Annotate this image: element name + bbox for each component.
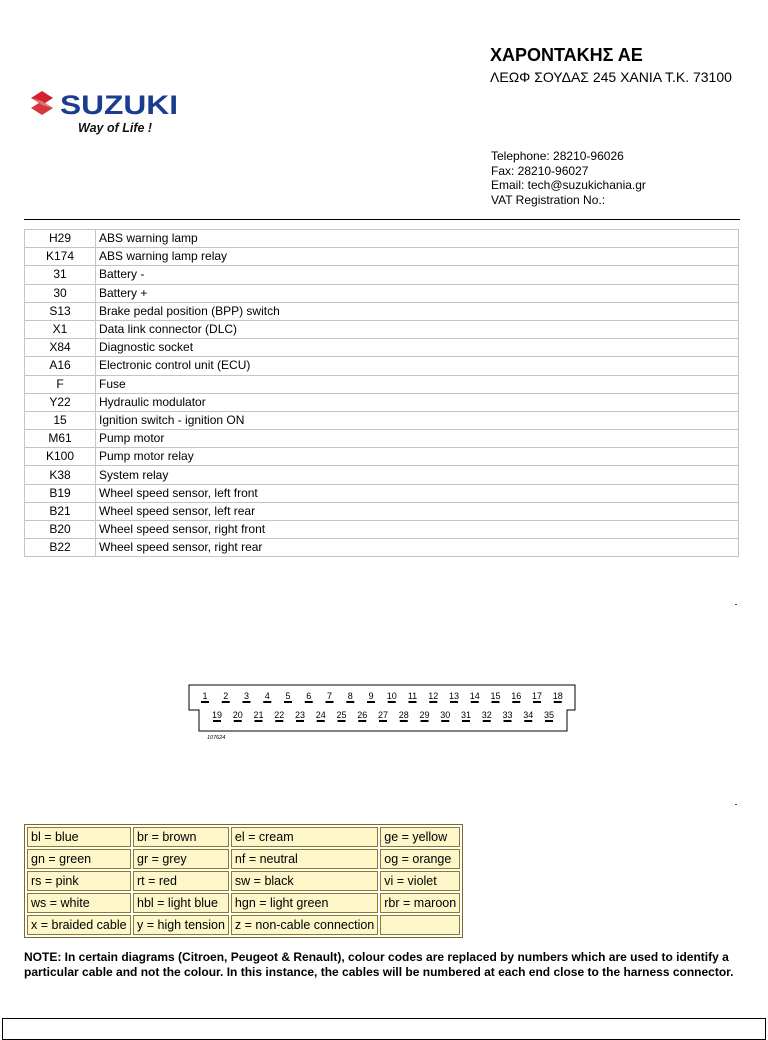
pin-contact	[545, 720, 553, 722]
pin-contact	[421, 720, 429, 722]
pin-contact	[429, 701, 437, 703]
table-row	[25, 430, 739, 448]
pin-number: 16	[511, 691, 522, 701]
colour-code-cell: rs = pink	[27, 871, 131, 891]
pin-contact	[441, 720, 449, 722]
pin-contact	[462, 720, 470, 722]
connector-ref: 107624	[207, 735, 226, 741]
company-address: ΛΕΩΦ ΣΟΥΔΑΣ 245 ΧΑΝΙΑ Τ.Κ. 73100	[490, 69, 732, 85]
component-code: B21	[25, 502, 96, 520]
pin-contact	[358, 720, 366, 722]
pin-number: 23	[294, 710, 306, 720]
pin-contact	[243, 701, 251, 703]
pin-contact	[492, 701, 500, 703]
pin-contact	[450, 701, 458, 703]
pin-number: 14	[469, 691, 480, 701]
colour-code-cell: y = high tension	[133, 915, 229, 935]
table-row	[25, 266, 739, 284]
component-description: Fuse	[96, 375, 739, 393]
table-row	[25, 230, 739, 248]
colour-code-row	[27, 915, 460, 935]
contact-block	[491, 149, 646, 207]
colour-code-cell: og = orange	[380, 849, 460, 869]
component-code: K100	[25, 448, 96, 466]
colour-code-cell: bl = blue	[27, 827, 131, 847]
colour-code-row	[27, 871, 460, 891]
colour-code-cell: z = non-cable connection	[231, 915, 378, 935]
company-block	[490, 44, 750, 86]
pin-contact	[275, 720, 283, 722]
component-code: X84	[25, 339, 96, 357]
pin-number: 22	[274, 710, 285, 720]
pin-contact	[296, 720, 304, 722]
pin-number: 34	[523, 710, 534, 720]
component-code: M61	[25, 430, 96, 448]
pin-contact	[222, 701, 230, 703]
pin-number: 12	[428, 691, 439, 701]
table-row	[25, 339, 739, 357]
component-code: S13	[25, 302, 96, 320]
pin-contact	[317, 720, 325, 722]
email: Email: tech@suzukichania.gr	[491, 178, 646, 193]
colour-code-row	[27, 849, 460, 869]
component-description: Wheel speed sensor, right rear	[96, 539, 739, 557]
pin-number: 17	[531, 691, 543, 701]
component-description: ABS warning lamp	[96, 230, 739, 248]
pin-number: 33	[502, 710, 513, 720]
pin-number: 31	[460, 710, 472, 720]
table-row	[25, 484, 739, 502]
company-name: ΧΑΡΟΝΤΑΚΗΣ ΑΕ	[490, 45, 643, 65]
pin-contact	[388, 701, 396, 703]
colour-code-cell: nf = neutral	[231, 849, 378, 869]
page-marker	[735, 604, 737, 605]
pin-contact	[400, 720, 408, 722]
table-row	[25, 411, 739, 429]
component-code: Y22	[25, 393, 96, 411]
pin-contact	[263, 701, 271, 703]
component-description: Brake pedal position (BPP) switch	[96, 302, 739, 320]
pin-number: 6	[306, 691, 312, 701]
pin-number: 20	[232, 710, 243, 720]
colour-code-cell: ws = white	[27, 893, 131, 913]
colour-code-cell: vi = violet	[380, 871, 460, 891]
component-description: ABS warning lamp relay	[96, 248, 739, 266]
component-code: 15	[25, 411, 96, 429]
component-description: Pump motor relay	[96, 448, 739, 466]
colour-code-cell: br = brown	[133, 827, 229, 847]
colour-code-cell: x = braided cable	[27, 915, 131, 935]
component-code: 30	[25, 284, 96, 302]
colour-code-cell: hgn = light green	[231, 893, 378, 913]
pin-contact	[512, 701, 520, 703]
colour-code-cell: rbr = maroon	[380, 893, 460, 913]
table-row	[25, 448, 739, 466]
pin-number: 21	[253, 710, 264, 720]
suzuki-s-icon	[31, 91, 53, 115]
pin-number: 19	[211, 710, 223, 720]
table-row	[25, 320, 739, 338]
component-description: Wheel speed sensor, left rear	[96, 502, 739, 520]
component-description: Battery +	[96, 284, 739, 302]
colour-code-cell: ge = yellow	[380, 827, 460, 847]
table-row	[25, 393, 739, 411]
colour-code-cell: hbl = light blue	[133, 893, 229, 913]
page-marker	[735, 804, 737, 805]
pin-number: 3	[243, 691, 250, 701]
component-description: Ignition switch - ignition ON	[96, 411, 739, 429]
pin-contact	[533, 701, 541, 703]
pin-contact	[213, 720, 221, 722]
pin-contact	[471, 701, 479, 703]
pin-contact	[284, 701, 292, 703]
pin-number: 35	[543, 710, 555, 720]
table-row	[25, 248, 739, 266]
pin-contact	[554, 701, 562, 703]
component-code: B22	[25, 539, 96, 557]
pin-contact	[255, 720, 263, 722]
pin-contact	[524, 720, 532, 722]
colour-code-row	[27, 893, 460, 913]
table-row	[25, 302, 739, 320]
pin-contact	[379, 720, 387, 722]
component-description: Wheel speed sensor, right front	[96, 521, 739, 539]
pin-number: 15	[490, 691, 501, 701]
colour-code-table	[24, 824, 463, 938]
pin-number: 25	[336, 710, 347, 720]
pin-number: 13	[448, 691, 460, 701]
pin-number: 9	[368, 691, 374, 701]
pin-contact	[338, 720, 346, 722]
pin-number: 27	[377, 710, 389, 720]
colour-code-cell: el = cream	[231, 827, 378, 847]
component-code: F	[25, 375, 96, 393]
pin-number: 8	[347, 691, 353, 701]
table-row	[25, 502, 739, 520]
component-description: Data link connector (DLC)	[96, 320, 739, 338]
components-table	[24, 229, 739, 557]
table-row	[25, 539, 739, 557]
component-description: Wheel speed sensor, left front	[96, 484, 739, 502]
pin-number: 2	[223, 691, 229, 701]
pin-contact	[346, 701, 354, 703]
component-description: System relay	[96, 466, 739, 484]
component-description: Hydraulic modulator	[96, 393, 739, 411]
pin-number: 4	[264, 691, 270, 701]
brand-tagline: Way of Life !	[78, 121, 153, 135]
table-row	[25, 375, 739, 393]
pin-number: 5	[285, 691, 291, 701]
colour-code-cell	[380, 915, 460, 935]
pin-number: 29	[419, 710, 430, 720]
pin-number: 30	[440, 710, 451, 720]
pin-number: 1	[202, 691, 208, 701]
pin-number: 18	[552, 691, 563, 701]
table-row	[25, 284, 739, 302]
component-description: Electronic control unit (ECU)	[96, 357, 739, 375]
pin-contact	[305, 701, 313, 703]
pin-contact	[326, 701, 334, 703]
component-code: K38	[25, 466, 96, 484]
component-code: X1	[25, 320, 96, 338]
pin-number: 28	[398, 710, 409, 720]
header-divider	[24, 219, 740, 220]
telephone: Telephone: 28210-96026	[491, 149, 624, 163]
component-code: B19	[25, 484, 96, 502]
connector-diagram	[186, 683, 578, 743]
table-row	[25, 357, 739, 375]
pin-number: 32	[481, 710, 492, 720]
colour-code-cell: rt = red	[133, 871, 229, 891]
colour-code-cell: gr = grey	[133, 849, 229, 869]
pin-number: 24	[315, 710, 326, 720]
fax: Fax: 28210-96027	[491, 163, 589, 178]
component-code: K174	[25, 248, 96, 266]
pin-contact	[367, 701, 375, 703]
pin-number: 11	[407, 691, 418, 701]
pin-contact	[201, 701, 209, 703]
component-code: A16	[25, 357, 96, 375]
pin-number: 10	[386, 691, 397, 701]
component-code: B20	[25, 521, 96, 539]
component-code: 31	[25, 266, 96, 284]
pin-contact	[504, 720, 512, 722]
vat-registration: VAT Registration No.:	[491, 192, 606, 207]
suzuki-wordmark: SUZUKI	[60, 90, 178, 120]
pin-contact	[483, 720, 491, 722]
pin-number: 7	[326, 691, 333, 701]
footer-box	[2, 1018, 766, 1040]
pin-number: 26	[357, 710, 368, 720]
colour-code-cell: gn = green	[27, 849, 131, 869]
component-description: Battery -	[96, 266, 739, 284]
colour-code-cell: sw = black	[231, 871, 378, 891]
colour-code-row	[27, 827, 460, 847]
pin-contact	[409, 701, 417, 703]
note-text: NOTE: In certain diagrams (Citroen, Peugeot & Renault), colour codes are replaced by numbers which are used to identify a particular cable and not the colour. In this instance, the cables will be numbered at each end close to the harness connector.	[24, 950, 734, 979]
pin-contact	[234, 720, 242, 722]
component-code: H29	[25, 230, 96, 248]
table-row	[25, 521, 739, 539]
component-description: Diagnostic socket	[96, 339, 739, 357]
component-description: Pump motor	[96, 430, 739, 448]
table-row	[25, 466, 739, 484]
